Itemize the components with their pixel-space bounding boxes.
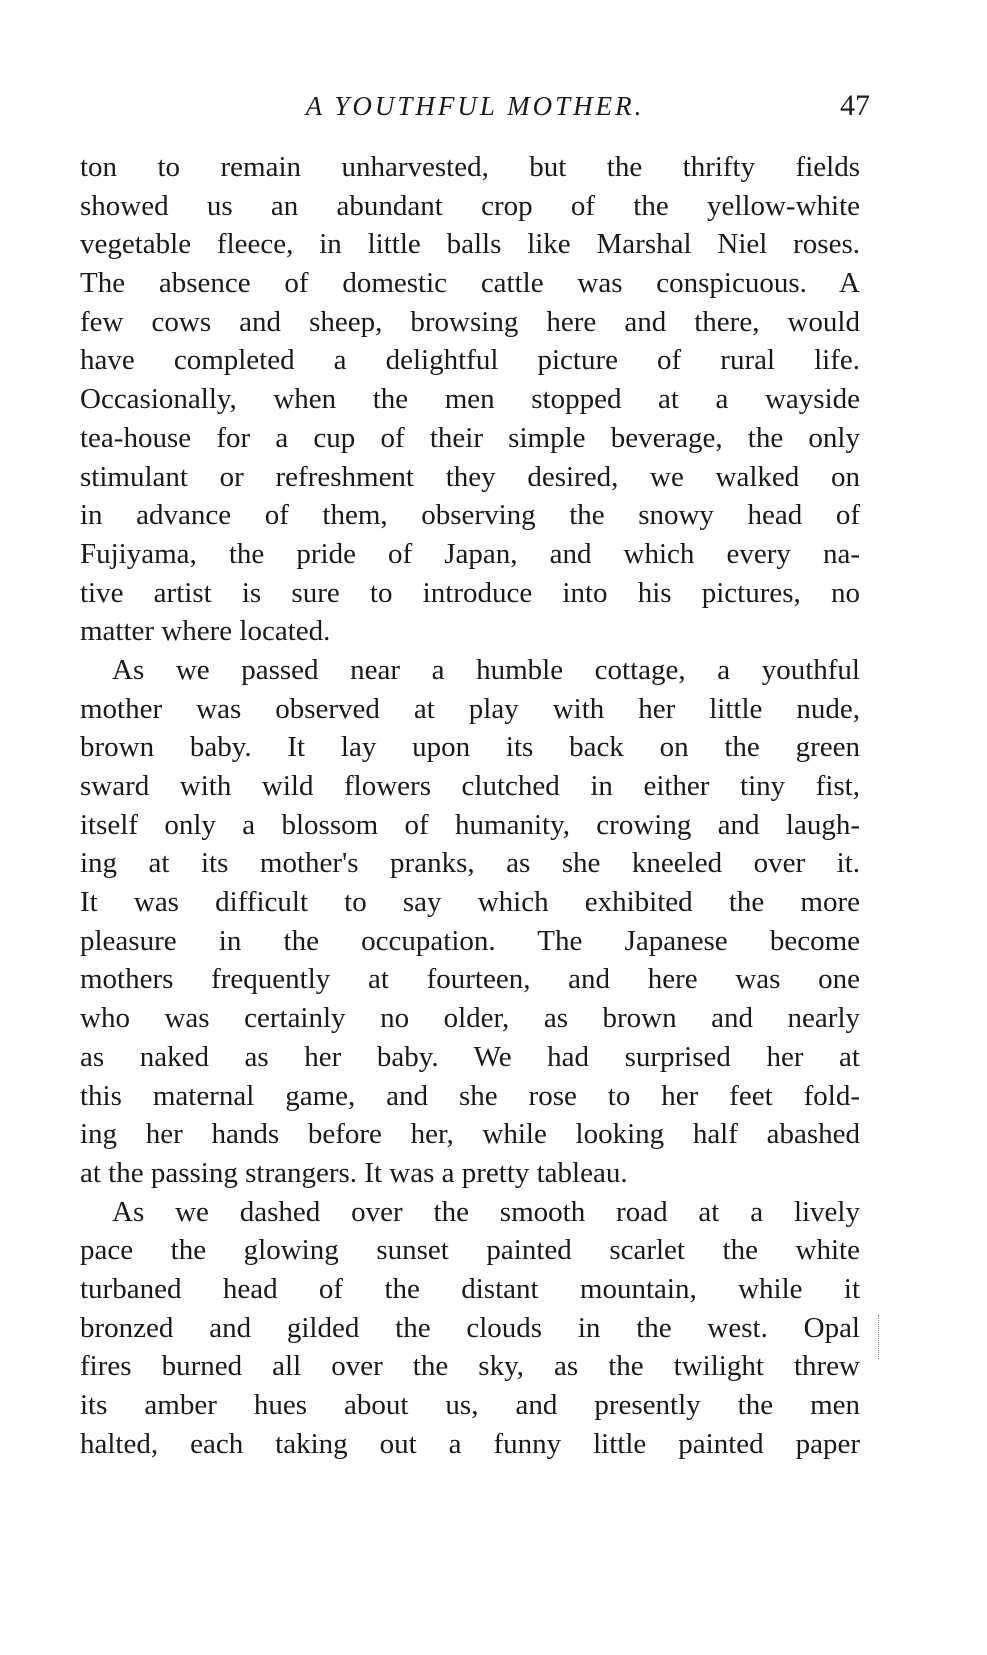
- text-line: As we passed near a humble cottage, a youthful: [112, 653, 860, 686]
- text-line: brown baby. It lay upon its back on the green: [80, 731, 860, 764]
- text-line: mothers frequently at fourteen, and here was one: [80, 963, 860, 996]
- text-line: bronzed and gilded the clouds in the west. Opal: [80, 1311, 860, 1344]
- running-head: [80, 86, 870, 126]
- running-title: A YOUTHFUL MOTHER.: [305, 91, 645, 121]
- text-line: who was certainly no older, as brown and nearly: [80, 1002, 860, 1035]
- paragraph: [80, 1193, 860, 1464]
- text-line: ton to remain unharvested, but the thrifty fields: [80, 151, 860, 183]
- text-line: It was difficult to say which exhibited the more: [80, 886, 860, 919]
- text-line: vegetable fleece, in little balls like Marshal Niel roses.: [80, 228, 860, 261]
- text-line: its amber hues about us, and presently the men: [80, 1389, 860, 1421]
- text-line: As we dashed over the smooth road at a lively: [112, 1195, 860, 1228]
- text-line: stimulant or refreshment they desired, we walked on: [80, 460, 860, 493]
- text-line: ing at its mother's pranks, as she kneeled over it.: [80, 847, 860, 880]
- text-line: pleasure in the occupation. The Japanese become: [80, 924, 860, 957]
- margin-scan-mark: [878, 1315, 883, 1359]
- text-line: tea-house for a cup of their simple beverage, the only: [80, 421, 860, 454]
- text-line: ing her hands before her, while looking half abashed: [80, 1118, 860, 1151]
- text-line: have completed a delightful picture of rural life.: [80, 344, 860, 377]
- text-line: matter where located.: [80, 615, 331, 648]
- text-line: this maternal game, and she rose to her feet fold-: [80, 1079, 860, 1112]
- text-line: mother was observed at play with her little nude,: [80, 692, 860, 725]
- text-line: itself only a blossom of humanity, crowing and laugh-: [80, 808, 860, 841]
- text-line: Occasionally, when the men stopped at a wayside: [80, 383, 860, 416]
- body-text: [80, 148, 860, 1463]
- text-line: pace the glowing sunset painted scarlet the white: [80, 1234, 860, 1267]
- paragraph: [80, 148, 860, 651]
- text-line: Fujiyama, the pride of Japan, and which every na-: [80, 537, 860, 570]
- text-line: tive artist is sure to introduce into his pictures, no: [80, 576, 860, 609]
- text-line: showed us an abundant crop of the yellow-white: [80, 189, 860, 222]
- page-number: 47: [840, 89, 870, 122]
- text-line: few cows and sheep, browsing here and there, would: [80, 305, 860, 338]
- text-line: The absence of domestic cattle was conspicuous. A: [80, 267, 860, 300]
- paragraph: [80, 651, 860, 1193]
- text-line: in advance of them, observing the snowy head of: [80, 499, 860, 532]
- text-line: fires burned all over the sky, as the twilight threw: [80, 1350, 860, 1383]
- text-line: halted, each taking out a funny little painted paper: [80, 1427, 860, 1460]
- text-line: at the passing strangers. It was a pretty tableau.: [80, 1156, 628, 1189]
- text-line: sward with wild flowers clutched in either tiny fist,: [80, 770, 860, 802]
- text-line: turbaned head of the distant mountain, while it: [80, 1272, 860, 1305]
- text-line: as naked as her baby. We had surprised her at: [80, 1040, 860, 1073]
